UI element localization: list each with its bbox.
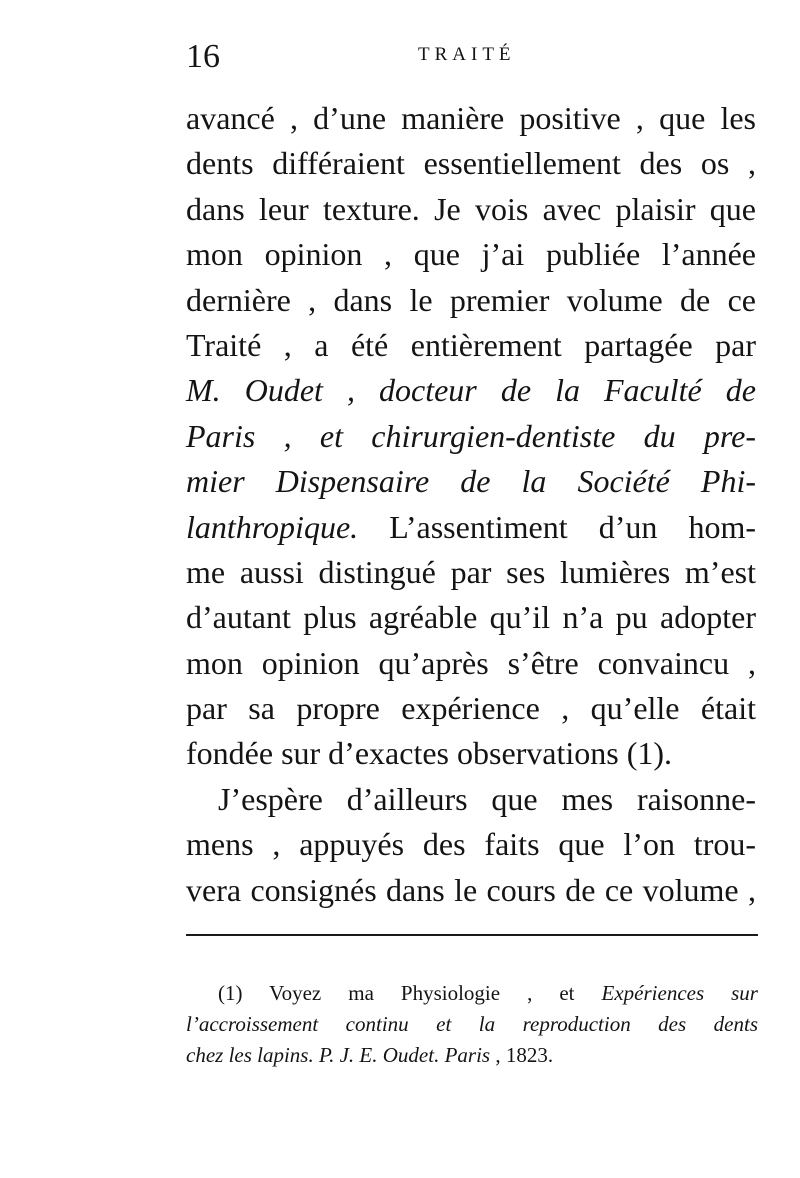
text-line-italic: M. Oudet , docteur de la Faculté de [186, 372, 756, 409]
text-line: d’autant plus agréable qu’il n’a pu adopter [186, 599, 756, 636]
text-line: J’espère d’ailleurs que mes raisonne- [218, 780, 756, 817]
text-line: dans leur texture. Je vois avec plaisir que [186, 190, 756, 227]
text-line: vera consignés dans le cours de ce volume , [186, 871, 756, 908]
text-line: avancé , d’une manière positive , que les [186, 100, 756, 136]
text-line-italic: mier Dispensaire de la Société Phi- [186, 463, 756, 500]
text-line: mon opinion qu’après s’être convaincu , [186, 644, 756, 681]
text-line: fondée sur d’exactes observations (1). [186, 735, 673, 772]
text-line: dents différaient essentiellement des os , [186, 145, 756, 182]
page-header [186, 38, 756, 78]
footnote-line: chez les lapins. P. J. E. Oudet. Paris , 1823. [186, 1043, 554, 1067]
page-number: 16 [186, 38, 220, 75]
footnote-line: l’accroissement continu et la reproduction des dents [186, 1012, 758, 1036]
footnote [186, 978, 758, 1071]
text-line: lanthropique. L’assentiment d’un hom- [186, 508, 756, 545]
footnote-separator [186, 934, 758, 936]
text-line: mens , appuyés des faits que l’on trou- [186, 826, 756, 863]
text-line: Traité , a été entièrement partagée par [186, 326, 756, 363]
text-line: dernière , dans le premier volume de ce [186, 281, 756, 318]
running-title: TRAITÉ [418, 44, 516, 65]
text-line: par sa propre expérience , qu’elle était [186, 690, 756, 727]
text-line: mon opinion , que j’ai publiée l’année [186, 236, 756, 273]
body-text [186, 96, 756, 913]
text-line: me aussi distingué par ses lumières m’est [186, 553, 756, 590]
text-line-italic: Paris , et chirurgien-dentiste du pre- [186, 417, 756, 454]
footnote-line: (1) Voyez ma Physiologie , et Expériences sur [218, 981, 758, 1005]
